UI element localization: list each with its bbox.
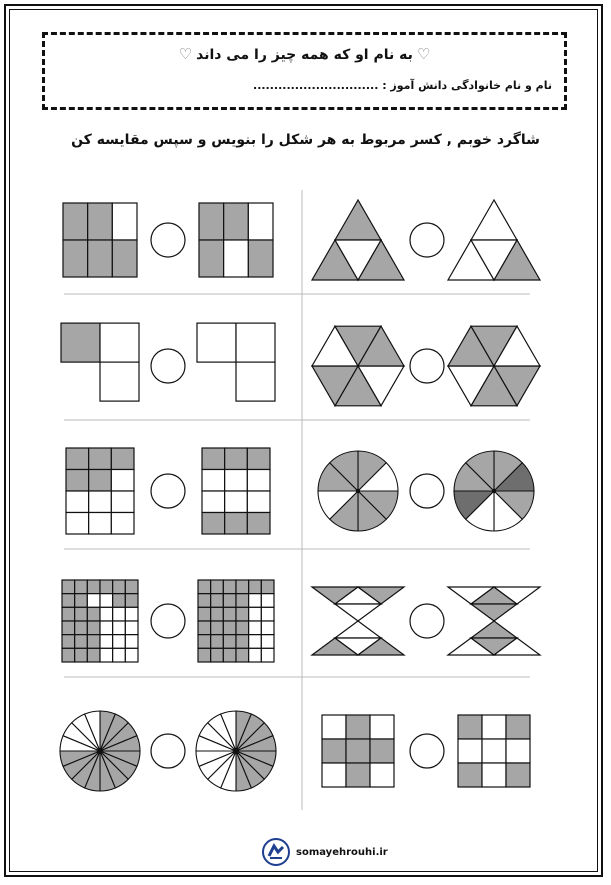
l-shape-3-figure-cell <box>100 323 139 362</box>
circle-16-figure-center <box>234 749 238 753</box>
comparison-circle <box>410 734 444 768</box>
grid-3x2-figure-cell <box>248 203 273 240</box>
grid-6x6-figure-cell <box>100 594 113 608</box>
hourglass-8-figure-part <box>335 604 381 621</box>
grid-6x6-figure-cell <box>125 580 138 594</box>
grid-6x6-figure-cell <box>62 621 75 635</box>
grid-6x6-figure-cell <box>113 580 126 594</box>
grid-6x6-figure-cell <box>249 621 262 635</box>
grid-6x6-figure-cell <box>198 648 211 662</box>
grid-3x4-figure-cell <box>247 513 270 535</box>
grid-6x6-figure-cell <box>113 594 126 608</box>
grid-3x2-figure-cell <box>224 240 249 277</box>
grid-3x4-figure-cell <box>111 491 134 513</box>
comparison-circle <box>151 604 185 638</box>
grid-6x6-figure-cell <box>125 648 138 662</box>
grid-6x6-figure-cell <box>223 594 236 608</box>
grid-3x4-figure-cell <box>225 491 248 513</box>
grid-6x6-figure-cell <box>100 648 113 662</box>
grid-3x4-figure-cell <box>66 470 89 492</box>
grid-3x4-figure-cell <box>202 448 225 470</box>
heart-icon: ♡ <box>178 45 193 63</box>
grid-6x6-figure-cell <box>223 648 236 662</box>
cross-grid-3x3-figure-cell <box>458 763 482 787</box>
grid-6x6-figure-cell <box>87 648 100 662</box>
cross-grid-3x3-figure-cell <box>482 763 506 787</box>
grid-6x6-figure-cell <box>100 621 113 635</box>
grid-3x4-figure-cell <box>111 470 134 492</box>
grid-6x6-figure-cell <box>261 580 274 594</box>
grid-3x4-figure-cell <box>202 470 225 492</box>
grid-3x4-figure-cell <box>111 513 134 535</box>
grid-3x2-figure-cell <box>199 203 224 240</box>
grid-6x6-figure-cell <box>100 607 113 621</box>
circle-8-figure-center <box>356 489 360 493</box>
grid-6x6-figure-cell <box>261 607 274 621</box>
grid-6x6-figure-cell <box>261 635 274 649</box>
grid-6x6-figure-cell <box>113 648 126 662</box>
grid-3x2-figure-cell <box>88 203 113 240</box>
grid-6x6-figure-cell <box>211 607 224 621</box>
grid-6x6-figure-cell <box>87 580 100 594</box>
grid-3x4-figure-cell <box>66 491 89 513</box>
grid-6x6-figure-cell <box>87 607 100 621</box>
comparison-circle <box>410 349 444 383</box>
grid-6x6-figure-cell <box>75 648 88 662</box>
grid-3x2-figure-cell <box>199 240 224 277</box>
circle-8-figure-center <box>492 489 496 493</box>
grid-3x4-figure-cell <box>89 513 112 535</box>
cross-grid-3x3-figure-cell <box>322 763 346 787</box>
grid-6x6-figure-cell <box>198 594 211 608</box>
grid-6x6-figure-cell <box>87 635 100 649</box>
grid-3x4-figure-cell <box>247 470 270 492</box>
grid-6x6-figure-cell <box>249 635 262 649</box>
grid-6x6-figure-cell <box>211 621 224 635</box>
grid-3x4-figure-cell <box>89 491 112 513</box>
grid-6x6-figure-cell <box>75 594 88 608</box>
l-shape-3-figure-cell <box>61 323 100 362</box>
grid-6x6-figure-cell <box>75 621 88 635</box>
grid-6x6-figure-cell <box>62 580 75 594</box>
grid-6x6-figure-cell <box>211 635 224 649</box>
grid-6x6-figure-cell <box>125 594 138 608</box>
cross-grid-3x3-figure-cell <box>322 739 346 763</box>
grid-3x2-figure-cell <box>224 203 249 240</box>
cross-grid-3x3-figure-cell <box>370 763 394 787</box>
grid-3x4-figure-cell <box>202 491 225 513</box>
cross-grid-3x3-figure-cell <box>482 715 506 739</box>
grid-6x6-figure-cell <box>87 594 100 608</box>
grid-3x2-figure-cell <box>88 240 113 277</box>
grid-3x4-figure-cell <box>247 448 270 470</box>
grid-3x4-figure-cell <box>247 491 270 513</box>
footer <box>262 836 388 868</box>
grid-3x2-figure-cell <box>63 203 88 240</box>
grid-6x6-figure-cell <box>211 648 224 662</box>
grid-3x4-figure-cell <box>66 448 89 470</box>
grid-6x6-figure-cell <box>211 594 224 608</box>
grid-6x6-figure-cell <box>75 607 88 621</box>
grid-6x6-figure-cell <box>100 580 113 594</box>
student-name-line: نام و نام خانوادگی دانش آموز : .............................. <box>253 79 552 92</box>
grid-3x2-figure-cell <box>63 240 88 277</box>
grid-3x4-figure-cell <box>89 470 112 492</box>
grid-6x6-figure-cell <box>113 635 126 649</box>
grid-6x6-figure-cell <box>125 635 138 649</box>
grid-6x6-figure-cell <box>62 594 75 608</box>
grid-6x6-figure-cell <box>113 621 126 635</box>
grid-3x4-figure-cell <box>225 448 248 470</box>
grid-6x6-figure-cell <box>113 607 126 621</box>
grid-3x4-figure-cell <box>66 513 89 535</box>
publisher-logo-icon <box>262 838 290 866</box>
header-title-text: به نام او که همه چیز را می داند <box>196 47 413 63</box>
grid-6x6-figure-cell <box>249 594 262 608</box>
l-shape-3-figure-cell <box>100 362 139 401</box>
hourglass-8-figure-part <box>335 621 381 638</box>
grid-6x6-figure-cell <box>261 648 274 662</box>
cross-grid-3x3-figure-cell <box>458 739 482 763</box>
grid-6x6-figure-cell <box>87 621 100 635</box>
grid-6x6-figure-cell <box>236 594 249 608</box>
grid-6x6-figure-cell <box>236 648 249 662</box>
l-shape-3-figure-cell <box>236 362 275 401</box>
grid-6x6-figure-cell <box>249 580 262 594</box>
cross-grid-3x3-figure-cell <box>458 715 482 739</box>
heart-icon: ♡ <box>416 45 431 63</box>
instruction-text: شاگرد خوبم , کسر مربوط به هر شکل را بنویس و سپس مقایسه کن <box>71 132 540 148</box>
hourglass-8-figure-part <box>471 604 517 621</box>
hourglass-8-figure-part <box>471 621 517 638</box>
comparison-circle <box>410 223 444 257</box>
cross-grid-3x3-figure-cell <box>482 739 506 763</box>
grid-3x4-figure-cell <box>111 448 134 470</box>
comparison-circle <box>410 604 444 638</box>
cross-grid-3x3-figure-cell <box>506 739 530 763</box>
triangle-4-figure-part <box>335 200 381 240</box>
grid-6x6-figure-cell <box>223 621 236 635</box>
grid-6x6-figure-cell <box>125 607 138 621</box>
grid-6x6-figure-cell <box>236 635 249 649</box>
grid-6x6-figure-cell <box>249 607 262 621</box>
circle-16-figure-center <box>98 749 102 753</box>
grid-6x6-figure-cell <box>125 621 138 635</box>
cross-grid-3x3-figure-cell <box>346 739 370 763</box>
grid-6x6-figure-cell <box>75 635 88 649</box>
grid-3x2-figure-cell <box>248 240 273 277</box>
cross-grid-3x3-figure-cell <box>506 715 530 739</box>
grid-3x4-figure-cell <box>225 470 248 492</box>
grid-6x6-figure-cell <box>249 648 262 662</box>
comparison-circle <box>151 734 185 768</box>
cross-grid-3x3-figure-cell <box>370 715 394 739</box>
grid-6x6-figure-cell <box>223 607 236 621</box>
grid-6x6-figure-cell <box>236 607 249 621</box>
cross-grid-3x3-figure-cell <box>346 763 370 787</box>
comparison-circle <box>410 474 444 508</box>
grid-6x6-figure-cell <box>198 580 211 594</box>
grid-6x6-figure-cell <box>198 621 211 635</box>
cross-grid-3x3-figure-cell <box>346 715 370 739</box>
grid-3x2-figure-cell <box>112 240 137 277</box>
comparison-circle <box>151 474 185 508</box>
grid-6x6-figure-cell <box>236 621 249 635</box>
website-text: somayehrouhi.ir <box>296 846 388 858</box>
grid-6x6-figure-cell <box>223 635 236 649</box>
grid-6x6-figure-cell <box>236 580 249 594</box>
l-shape-3-figure-cell <box>197 323 236 362</box>
cross-grid-3x3-figure-cell <box>322 715 346 739</box>
grid-6x6-figure-cell <box>75 580 88 594</box>
grid-6x6-figure-cell <box>223 580 236 594</box>
comparison-circle <box>151 349 185 383</box>
triangle-4-figure-part <box>471 200 517 240</box>
comparison-circle <box>151 223 185 257</box>
grid-6x6-figure-cell <box>100 635 113 649</box>
grid-3x4-figure-cell <box>202 513 225 535</box>
grid-6x6-figure-cell <box>62 635 75 649</box>
l-shape-3-figure-cell <box>236 323 275 362</box>
grid-6x6-figure-cell <box>62 607 75 621</box>
grid-3x2-figure-cell <box>112 203 137 240</box>
grid-6x6-figure-cell <box>261 594 274 608</box>
cross-grid-3x3-figure-cell <box>370 739 394 763</box>
cross-grid-3x3-figure-cell <box>506 763 530 787</box>
grid-6x6-figure-cell <box>62 648 75 662</box>
grid-6x6-figure-cell <box>198 607 211 621</box>
grid-3x4-figure-cell <box>89 448 112 470</box>
grid-6x6-figure-cell <box>261 621 274 635</box>
grid-3x4-figure-cell <box>225 513 248 535</box>
grid-6x6-figure-cell <box>198 635 211 649</box>
grid-6x6-figure-cell <box>211 580 224 594</box>
